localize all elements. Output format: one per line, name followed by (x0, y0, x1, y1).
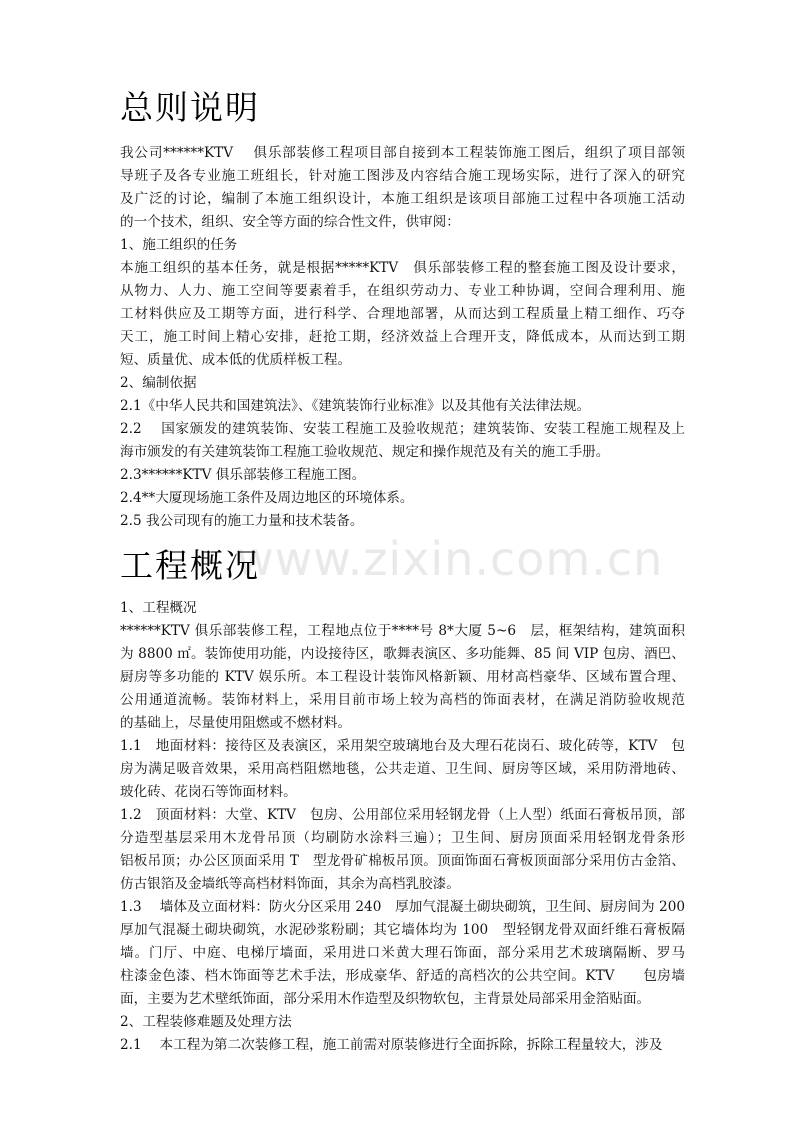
watermark: www.zixin.com.cn (236, 532, 664, 586)
text-line: 短、质量优、成本低的优质样板工程。 (120, 352, 352, 368)
text-line: 2、编制依据 (120, 375, 197, 391)
text-line: 从物力、人力、施工空间等要素着手，在组织劳动力、专业工种协调，空间合理利用、施 (120, 283, 685, 299)
text-line: 2.4**大厦现场施工条件及周边地区的环境体系。 (120, 490, 414, 506)
text-line: 仿古银箔及金墙纸等高档材料饰面，其余为高档乳胶漆。 (120, 876, 460, 892)
text-line: 天工，施工时间上精心安排，赶抢工期，经济效益上合理开支，降低成本，从而达到工期 (120, 329, 685, 345)
section-body-overview (120, 597, 685, 1057)
section-title-overview: 工程概况 (120, 546, 260, 585)
text-line: 导班子及各专业施工班组长，针对施工图涉及内容结合施工现场实际，进行了深入的研究 (120, 168, 685, 184)
text-line: 为 8800 ㎡。装饰使用功能，内设接待区，歌舞表演区、多功能舞、85 间 VIP 包房、酒巴、 (120, 646, 685, 662)
text-line: 厚加气混凝土砌块砌筑，水泥砂浆粉刷；其它墙体均为 100 型轻钢龙骨双面纤维石膏板隔 (120, 922, 685, 938)
text-line: 2.3******KTV 俱乐部装修工程施工图。 (120, 467, 366, 483)
text-line: 的基础上，尽量使用阻燃或不燃材料。 (120, 715, 352, 731)
text-line: 房为满足吸音效果，采用高档阻燃地毯，公共走道、卫生间、厨房等区域，采用防滑地砖、 (120, 761, 685, 777)
text-line: 2、工程装修难题及处理方法 (120, 1014, 292, 1030)
text-line: 1、施工组织的任务 (120, 237, 238, 253)
text-line: 本施工组织的基本任务，就是根据*****KTV 俱乐部装修工程的整套施工图及设计要求， (120, 260, 685, 276)
text-line: ******KTV 俱乐部装修工程，工程地点位于****号 8*大厦 5~6 层，框架结构，建筑面积 (120, 623, 685, 639)
text-line: 1.1 地面材料：接待区及表演区，采用架空玻璃地台及大理石花岗石、玻化砖等，KTV 包 (120, 738, 685, 754)
text-line: 墙。门厅、中庭、电梯厅墙面，采用进口米黄大理石饰面，部分采用艺术玻璃隔断、罗马 (120, 945, 685, 961)
text-line: 分造型基层采用木龙骨吊顶（均刷防水涂料三遍）；卫生间、厨房顶面采用轻钢龙骨条形 (120, 830, 685, 846)
text-line: 海市颁发的有关建筑装饰工程施工验收规范、规定和操作规范及有关的施工手册。 (120, 444, 610, 460)
text-line: 玻化砖、花岗石等饰面材料。 (120, 784, 297, 800)
text-line: 1、工程概况 (120, 600, 197, 616)
text-line: 面，主要为艺术壁纸饰面，部分采用木作造型及织物软包，主背景处局部采用金箔贴面。 (120, 991, 651, 1007)
text-line: 我公司******KTV 俱乐部装修工程项目部自接到本工程装饰施工图后，组织了项目部领 (120, 145, 685, 161)
text-line: 2.2 国家颁发的建筑装饰、安装工程施工及验收规范；建筑装饰、安装工程施工规程及上 (120, 421, 685, 437)
text-line: 厨房等多功能的 KTV 娱乐所。本工程设计装饰风格新颖、用材高档豪华、区域布置合理、 (120, 669, 685, 685)
text-line: 铝板吊顶；办公区顶面采用 T 型龙骨矿棉板吊顶。顶面饰面石膏板顶面部分采用仿古金箔、 (120, 853, 685, 869)
text-line: 公用通道流畅。装饰材料上，采用目前市场上较为高档的饰面表材，在满足消防验收规范 (120, 692, 685, 708)
text-line: 2.1《中华人民共和国建筑法》、《建筑装饰行业标准》以及其他有关法律法规。 (120, 398, 591, 414)
section-title-general: 总则说明 (120, 88, 260, 127)
text-line: 的一个技术，组织、安全等方面的综合性文件，供审阅： (120, 214, 460, 230)
text-line: 及广泛的讨论，编制了本施工组织设计，本施工组织是该项目部施工过程中各项施工活动 (120, 191, 685, 207)
text-line: 2.1 本工程为第二次装修工程，施工前需对原装修进行全面拆除，拆除工程量较大，涉及 (120, 1037, 663, 1053)
text-line: 1.2 顶面材料：大堂、KTV 包房、公用部位采用轻钢龙骨（上人型）纸面石膏板吊顶，部 (120, 807, 685, 823)
text-line: 柱漆金色漆、档木饰面等艺术手法，形成豪华、舒适的高档次的公共空间。KTV 包房墙 (120, 968, 685, 984)
text-line: 1.3 墙体及立面材料：防火分区采用 240 厚加气混凝土砌块砌筑，卫生间、厨房间为 200 (120, 899, 685, 915)
text-line: 2.5 我公司现有的施工力量和技术装备。 (120, 513, 364, 529)
section-body-general (120, 142, 685, 533)
text-line: 工材料供应及工期等方面，进行科学、合理地部署，从而达到工程质量上精工细作、巧夺 (120, 306, 685, 322)
